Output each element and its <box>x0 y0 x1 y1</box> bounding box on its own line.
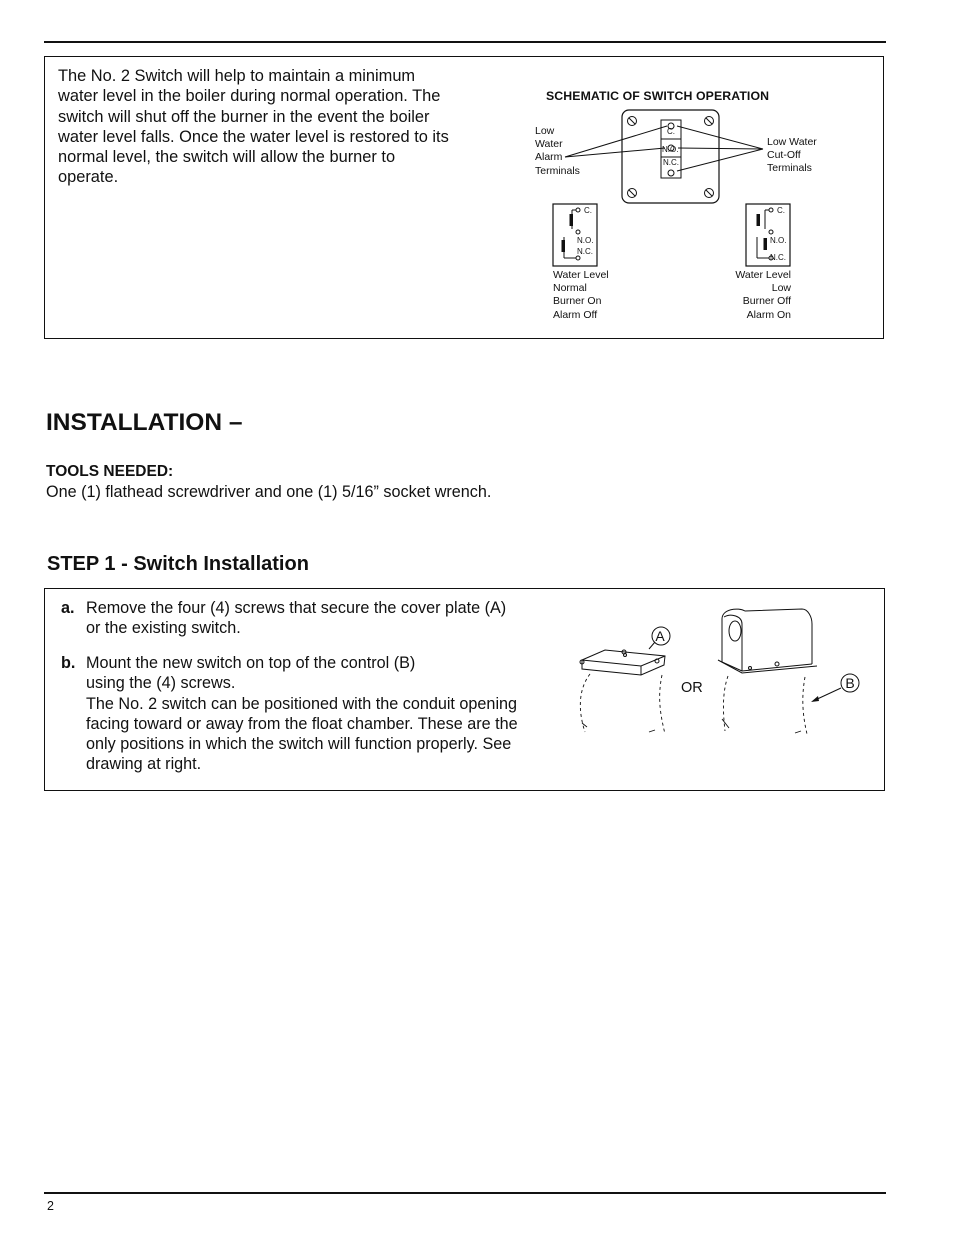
normal-state-caption: Water Level Normal Burner On Alarm Off <box>553 269 609 321</box>
or-label: OR <box>681 680 703 696</box>
normal-nc-label: N.C. <box>577 247 593 256</box>
low-nc-label: N.C. <box>770 253 786 262</box>
low-water-cutoff-label: Low Water Cut-Off Terminals <box>767 136 817 175</box>
bottom-rule <box>44 1192 886 1194</box>
step1-box <box>44 588 885 791</box>
step1-heading: STEP 1 - Switch Installation <box>47 553 309 575</box>
step-item-a-letter: a. <box>61 599 75 617</box>
step-item-b-letter: b. <box>61 654 76 672</box>
terminal-nc-label: N.C. <box>663 158 679 167</box>
step-item-a-text: Remove the four (4) screws that secure the cover plate (A) or the existing switch. <box>86 599 507 638</box>
low-water-alarm-label: Low Water Alarm Terminals <box>535 125 580 177</box>
installation-heading: INSTALLATION – <box>46 409 243 436</box>
normal-c-label: C. <box>584 206 592 215</box>
terminal-c-label: C. <box>667 127 675 136</box>
normal-no-label: N.O. <box>577 236 594 245</box>
terminal-no-label: N.O. <box>662 145 679 154</box>
top-rule <box>44 41 886 43</box>
tools-needed-text: One (1) flathead screwdriver and one (1) 5/16” socket wrench. <box>46 483 492 501</box>
step-item-b-text-1: Mount the new switch on top of the control (B) using the (4) screws. <box>86 654 416 693</box>
switch-mounting-drawing <box>45 589 886 792</box>
callout-a-label: A <box>655 628 665 644</box>
low-c-label: C. <box>777 206 785 215</box>
step-item-b-text-2: The No. 2 switch can be positioned with the conduit opening facing toward or away from the float chamber. These are the only positions in which the switch will function properly. See drawing at right. <box>86 694 518 774</box>
callout-b-label: B <box>845 675 855 691</box>
low-no-label: N.O. <box>770 236 787 245</box>
intro-box <box>44 56 884 339</box>
intro-paragraph: The No. 2 Switch will help to maintain a minimum water level in the boiler during normal operation. The switch will shut off the burner in the event the boiler water level falls. Once the water level is restored to its normal level, the switch will allow the burner to operate. <box>58 67 449 187</box>
page-number: 2 <box>47 1199 54 1213</box>
tools-needed-label: TOOLS NEEDED: <box>46 463 174 480</box>
low-state-caption: Water Level Low Burner Off Alarm On <box>735 269 791 321</box>
schematic-title: SCHEMATIC OF SWITCH OPERATION <box>546 89 770 103</box>
